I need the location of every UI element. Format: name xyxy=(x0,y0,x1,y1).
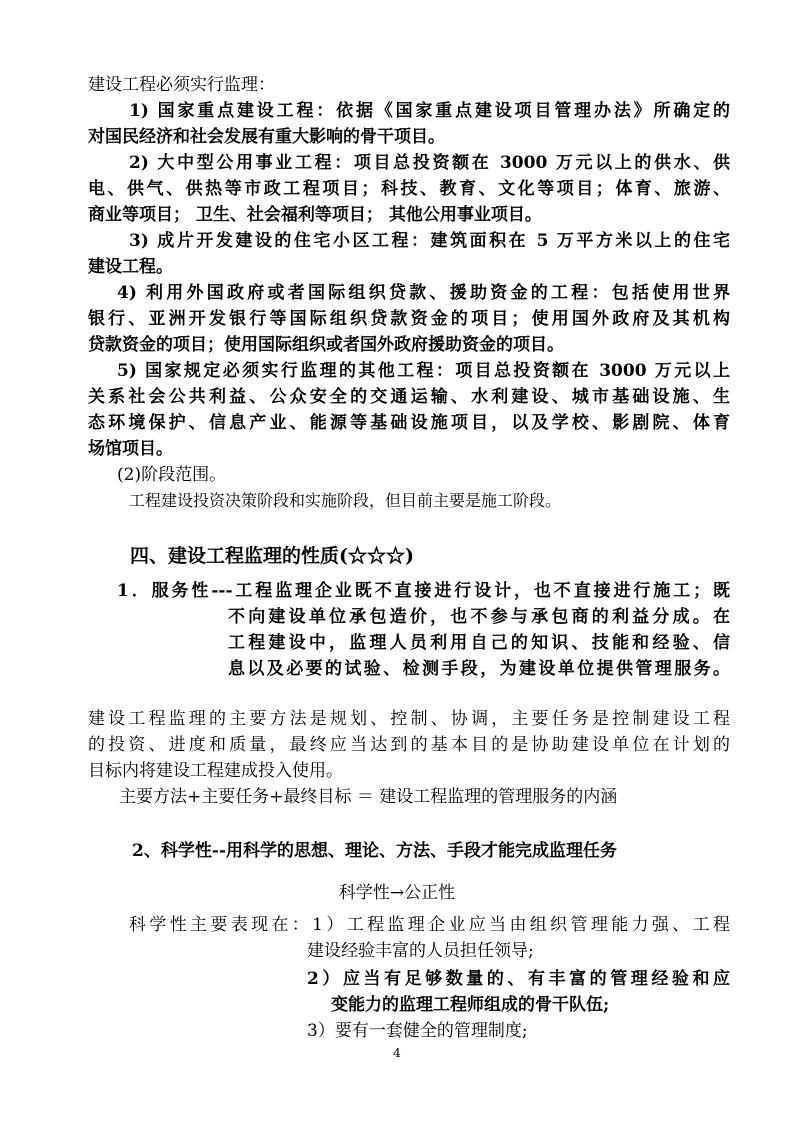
text-line: 建设经验丰富的人员担任领导; xyxy=(307,941,534,961)
text-line: 银行、亚洲开发银行等国际组织贷款资金的项目；使用国外政府及其机构 xyxy=(88,309,730,329)
text-line: 4) 利用外国政府或者国际组织贷款、援助资金的工程：包括使用世界 xyxy=(117,283,730,303)
text-line: 3）要有一套健全的管理制度; xyxy=(307,1021,528,1041)
text-line: 3) 成片开发建设的住宅小区工程：建筑面积在 5 万平方米以上的住宅 xyxy=(129,231,730,251)
text-line: 5) 国家规定必须实行监理的其他工程：项目总投资额在 3000 万元以上 xyxy=(117,361,730,381)
text-line: 不向建设单位承包造价，也不参与承包商的利益分成。在 xyxy=(228,607,730,627)
text-line: 电、供气、供热等市政工程项目；科技、教育、文化等项目；体育、旅游、 xyxy=(88,179,730,199)
text-line: 主要方法+主要任务+最终目标 ＝ 建设工程监理的管理服务的内涵 xyxy=(119,787,618,807)
text-line: 2、科学性--用科学的思想、理论、方法、手段才能完成监理任务 xyxy=(132,841,617,861)
section-heading: 四、建设工程监理的性质(☆☆☆) xyxy=(130,545,414,567)
text-line: 关系社会公共利益、公众安全的交通运输、水利建设、城市基础设施、生 xyxy=(88,387,730,407)
subheading: (2)阶段范围。 xyxy=(117,465,227,485)
text-line: 态环境保护、信息产业、能源等基础设施项目，以及学校、影剧院、体育 xyxy=(88,413,730,433)
text-line: 工程建设投资决策阶段和实施阶段，但目前主要是施工阶段。 xyxy=(129,491,562,510)
text-line: 1．服务性---工程监理企业既不直接进行设计，也不直接进行施工；既 xyxy=(117,581,730,601)
text-line: 建设工程。 xyxy=(88,257,173,277)
text-line: 商业等项目； 卫生、社会福利等项目； 其他公用事业项目。 xyxy=(88,205,542,225)
text-line: 工程建设中，监理人员利用自己的知识、技能和经验、信 xyxy=(228,633,730,653)
text-line: 场馆项目。 xyxy=(88,439,173,459)
text-line: 1) 国家重点建设工程：依据《国家重点建设项目管理办法》所确定的 xyxy=(129,101,730,121)
text-line: 建设工程监理的主要方法是规划、控制、协调，主要任务是控制建设工程 xyxy=(88,709,730,729)
text-line: 变能力的监理工程师组成的骨干队伍; xyxy=(331,995,610,1015)
centered-line: 科学性→公正性 xyxy=(338,883,456,903)
text-line: 目标内将建设工程建成投入使用。 xyxy=(88,761,343,781)
text-line: 2）应当有足够数量的、有丰富的管理经验和应 xyxy=(307,969,730,989)
text-line: 的投资、进度和质量，最终应当达到的基本目的是协助建设单位在计划的 xyxy=(88,735,730,755)
text-line: 息以及必要的试验、检测手段，为建设单位提供管理服务。 xyxy=(228,659,730,679)
text-line: 2) 大中型公用事业工程：项目总投资额在 3000 万元以上的供水、供 xyxy=(129,153,730,173)
page-number: 4 xyxy=(393,1046,401,1060)
text-line: 贷款资金的项目；使用国际组织或者国外政府援助资金的项目。 xyxy=(88,335,564,355)
text-line: 建设工程必须实行监理： xyxy=(88,75,275,95)
text-line: 科学性主要表现在：1）工程监理企业应当由组织管理能力强、工程 xyxy=(129,915,730,935)
text-line: 对国民经济和社会发展有重大影响的骨干项目。 xyxy=(88,127,445,147)
